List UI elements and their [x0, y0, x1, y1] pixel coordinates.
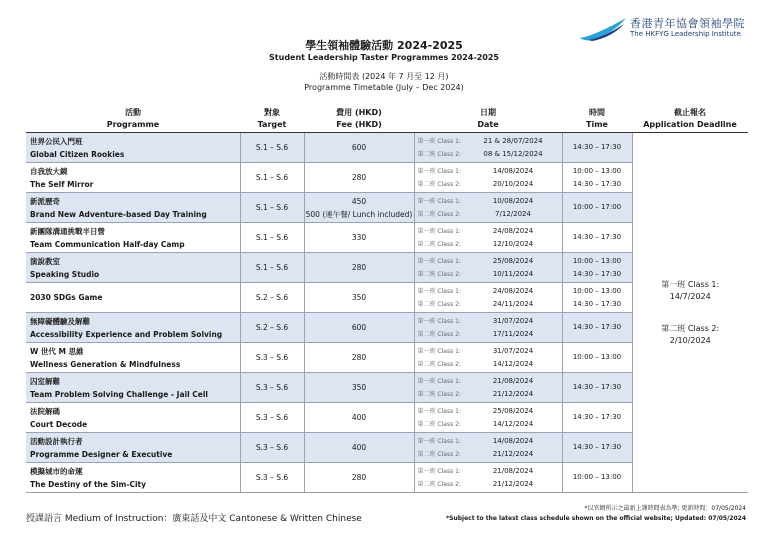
fee-value: 280 [351, 263, 367, 272]
programme-cell [26, 223, 240, 253]
class-2-date: 14/12/2024 [492, 419, 534, 428]
target-cell: S.1 – S.6 [240, 193, 304, 223]
header-programme: 活動 Programme [26, 106, 240, 133]
class-2-label: 第二班 Class 2: [417, 300, 461, 308]
date-cell [414, 433, 562, 463]
subtitle-en: Programme Timetable (July – Dec 2024) [304, 83, 464, 92]
target-cell: S.3 – S.6 [240, 343, 304, 373]
time-cell [562, 343, 632, 373]
class-2-date: 08 & 15/12/2024 [483, 149, 543, 158]
subtitle-zh: 活動時間表 (2024 年 7 月至 12 月) [319, 72, 449, 81]
fee-value: 280 [351, 353, 367, 362]
deadline-cell [632, 133, 748, 493]
class-2-label: 第二班 Class 2: [417, 270, 461, 278]
fee-cell [304, 133, 414, 163]
date-cell [414, 193, 562, 223]
date-cell [414, 313, 562, 343]
time-cell [562, 163, 632, 193]
deadline-class-1-label: 第一班 Class 1: [661, 279, 720, 289]
target-cell: S.1 – S.6 [240, 163, 304, 193]
title-en: Student Leadership Taster Programmes 2024-2025 [269, 53, 499, 62]
fee-value: 400 [351, 413, 367, 422]
class-1-label: 第一班 Class 1: [417, 377, 461, 385]
time-slot-1: 10:00 – 13:00 [572, 286, 622, 295]
fee-cell [304, 463, 414, 493]
programme-name-en: Wellness Generation & Mindfulness [30, 359, 181, 369]
class-2-label: 第二班 Class 2: [417, 360, 461, 368]
class-2-date: 7/12/2024 [495, 209, 531, 218]
date-cell [414, 463, 562, 493]
fee-value: 350 [351, 383, 367, 392]
org-name-en: The HKFYG Leadership Institute [630, 30, 741, 38]
programme-name-en: Speaking Studio [30, 269, 100, 279]
programme-name-en: The Destiny of the Sim-City [30, 479, 147, 489]
date-cell [414, 373, 562, 403]
medium-of-instruction: 授課語言 Medium of Instruction：廣東話及中文 Cantonese & Written Chinese [26, 514, 362, 524]
fee-cell [304, 163, 414, 193]
programme-cell [26, 313, 240, 343]
fee-value: 600 [351, 323, 367, 332]
programme-cell [26, 283, 240, 313]
target-cell: S.2 – S.6 [240, 283, 304, 313]
fee-value-lunch: 500 (連午餐/ Lunch included) [305, 209, 413, 219]
time-slot-1: 14:30 – 17:30 [572, 383, 622, 391]
programme-cell [26, 463, 240, 493]
time-slot-1: 10:00 – 13:00 [572, 166, 622, 175]
time-cell [562, 313, 632, 343]
class-2-label: 第二班 Class 2: [417, 330, 461, 338]
date-cell [414, 223, 562, 253]
class-2-label: 第二班 Class 2: [417, 480, 461, 488]
class-1-label: 第一班 Class 1: [417, 407, 461, 415]
class-2-date: 17/11/2024 [492, 329, 534, 338]
class-1-date: 24/08/2024 [492, 286, 534, 295]
header-target: 對象 Target [240, 106, 304, 133]
class-2-label: 第二班 Class 2: [417, 420, 461, 428]
programme-name-zh: 世界公民入門班 [30, 136, 83, 146]
programme-name-zh: 新團隊溝通挑戰半日營 [30, 226, 105, 236]
class-1-date: 14/08/2024 [492, 166, 534, 175]
time-slot-1: 14:30 – 17:30 [572, 443, 622, 451]
programme-name-en: Brand New Adventure-based Day Training [30, 209, 207, 219]
time-slot-1: 14:30 – 17:30 [572, 323, 622, 331]
programme-cell [26, 373, 240, 403]
fee-cell [304, 193, 414, 223]
class-1-label: 第一班 Class 1: [417, 287, 461, 295]
class-2-date: 21/12/2024 [492, 389, 534, 398]
class-1-date: 21/08/2024 [492, 376, 534, 385]
fee-cell [304, 313, 414, 343]
class-1-label: 第一班 Class 1: [417, 197, 461, 205]
timetable [26, 106, 748, 493]
target-cell: S.1 – S.6 [240, 253, 304, 283]
programme-name-en: 2030 SDGs Game [30, 293, 103, 302]
time-slot-1: 14:30 – 17:30 [572, 413, 622, 421]
deadline-class-2-label: 第二班 Class 2: [661, 323, 720, 333]
fee-value: 350 [351, 293, 367, 302]
fee-cell [304, 253, 414, 283]
class-2-label: 第二班 Class 2: [417, 210, 461, 218]
class-1-date: 25/08/2024 [492, 256, 534, 265]
date-cell [414, 163, 562, 193]
fee-value: 600 [351, 143, 367, 152]
time-slot-1: 10:00 – 13:00 [572, 353, 622, 361]
class-2-label: 第二班 Class 2: [417, 450, 461, 458]
class-2-label: 第二班 Class 2: [417, 240, 461, 248]
fee-value: 450 [351, 196, 367, 206]
header-date: 日期 Date [414, 106, 562, 133]
target-cell: S.3 – S.6 [240, 433, 304, 463]
time-slot-1: 10:00 – 17:00 [572, 203, 622, 211]
time-slot-1: 10:00 – 13:00 [572, 473, 622, 481]
class-1-label: 第一班 Class 1: [417, 227, 461, 235]
programme-name-zh: 無障礙體驗及解難 [30, 316, 90, 326]
class-2-date: 10/11/2024 [492, 269, 534, 278]
time-slot-1: 14:30 – 17:30 [572, 233, 622, 241]
target-cell: S.3 – S.6 [240, 403, 304, 433]
time-cell [562, 283, 632, 313]
time-cell [562, 223, 632, 253]
time-slot-2: 14:30 – 17:30 [572, 269, 622, 278]
fee-cell [304, 373, 414, 403]
programme-cell [26, 133, 240, 163]
programme-name-en: Global Citizen Rookies [30, 149, 125, 159]
target-cell: S.2 – S.6 [240, 313, 304, 343]
fee-value: 280 [351, 173, 367, 182]
class-1-label: 第一班 Class 1: [417, 467, 461, 475]
programme-name-en: Accessibility Experience and Problem Solving [30, 329, 223, 339]
class-1-label: 第一班 Class 1: [417, 437, 461, 445]
programme-name-zh: 法院解碼 [30, 406, 60, 416]
programme-cell [26, 343, 240, 373]
programme-name-zh: 囚室解難 [30, 376, 60, 386]
header-deadline: 截止報名 Application Deadline [632, 106, 748, 133]
class-1-date: 31/07/2024 [492, 316, 534, 325]
class-2-date: 24/11/2024 [492, 299, 534, 308]
target-cell: S.1 – S.6 [240, 133, 304, 163]
fee-value: 330 [351, 233, 367, 242]
time-cell [562, 253, 632, 283]
date-cell [414, 343, 562, 373]
time-cell [562, 463, 632, 493]
time-cell [562, 133, 632, 163]
time-cell [562, 373, 632, 403]
programme-cell [26, 163, 240, 193]
date-cell [414, 283, 562, 313]
programme-name-en: Court Decode [30, 419, 88, 429]
programme-name-zh: 演說教室 [30, 256, 60, 266]
class-2-date: 12/10/2024 [492, 239, 534, 248]
fee-cell [304, 403, 414, 433]
time-cell [562, 193, 632, 223]
time-slot-2: 14:30 – 17:30 [572, 299, 622, 308]
class-2-date: 14/12/2024 [492, 359, 534, 368]
time-slot-1: 14:30 – 17:30 [572, 143, 622, 151]
header-time: 時間 Time [562, 106, 632, 133]
class-1-label: 第一班 Class 1: [417, 317, 461, 325]
schedule-note-en: *Subject to the latest class schedule shown on the official website; Updated: 07/05/2024 [446, 515, 746, 522]
programme-cell [26, 253, 240, 283]
header-fee: 費用 (HKD) Fee (HKD) [304, 106, 414, 133]
date-cell [414, 133, 562, 163]
deadline-class-2-date: 2/10/2024 [669, 335, 711, 345]
programme-name-zh: 自我放大鏡 [30, 166, 68, 176]
class-1-date: 14/08/2024 [492, 436, 534, 445]
programme-cell [26, 433, 240, 463]
programme-name-en: Team Problem Solving Challenge - Jail Cell [30, 389, 208, 399]
class-1-label: 第一班 Class 1: [417, 167, 461, 175]
class-2-label: 第二班 Class 2: [417, 150, 461, 158]
deadline-class-1-date: 14/7/2024 [669, 291, 711, 301]
date-cell [414, 253, 562, 283]
class-1-label: 第一班 Class 1: [417, 257, 461, 265]
table-header-row [26, 106, 748, 133]
date-cell [414, 403, 562, 433]
class-1-label: 第一班 Class 1: [417, 137, 461, 145]
time-slot-1: 10:00 – 13:00 [572, 256, 622, 265]
schedule-note-zh: *以官網所示之最新上課時間表為準; 更新時間：07/05/2024 [584, 505, 746, 512]
class-1-label: 第一班 Class 1: [417, 347, 461, 355]
time-cell [562, 433, 632, 463]
programme-name-zh: 模擬城市的命運 [30, 466, 83, 476]
class-1-date: 25/08/2024 [492, 406, 534, 415]
target-cell: S.3 – S.6 [240, 373, 304, 403]
class-1-date: 10/08/2024 [492, 196, 534, 205]
class-2-label: 第二班 Class 2: [417, 180, 461, 188]
table-row [26, 133, 748, 163]
time-cell [562, 403, 632, 433]
title-zh: 學生領袖體驗活動 2024-2025 [305, 39, 463, 52]
target-cell: S.3 – S.6 [240, 463, 304, 493]
programme-cell [26, 403, 240, 433]
class-1-date: 21/08/2024 [492, 466, 534, 475]
class-2-label: 第二班 Class 2: [417, 390, 461, 398]
target-cell: S.1 – S.6 [240, 223, 304, 253]
class-1-date: 31/07/2024 [492, 346, 534, 355]
class-2-date: 21/12/2024 [492, 449, 534, 458]
programme-name-zh: 活動設計執行者 [30, 436, 83, 446]
fee-value: 280 [351, 473, 367, 482]
class-1-date: 21 & 28/07/2024 [483, 136, 543, 145]
programme-cell [26, 193, 240, 223]
programme-name-en: The Self Mirror [30, 179, 94, 189]
fee-cell [304, 223, 414, 253]
class-1-date: 24/08/2024 [492, 226, 534, 235]
class-2-date: 21/12/2024 [492, 479, 534, 488]
fee-value: 400 [351, 443, 367, 452]
programme-name-zh: W 世代 M 思維 [30, 346, 84, 356]
fee-cell [304, 433, 414, 463]
org-name-zh: 香港青年協會領袖學院 [630, 17, 745, 30]
time-slot-2: 14:30 – 17:30 [572, 179, 622, 188]
programme-name-en: Programme Designer & Executive [30, 449, 173, 459]
fee-cell [304, 283, 414, 313]
class-2-date: 20/10/2024 [492, 179, 534, 188]
programme-name-zh: 新派歷奇 [30, 196, 60, 206]
programme-name-en: Team Communication Half-day Camp [30, 239, 185, 249]
fee-cell [304, 343, 414, 373]
